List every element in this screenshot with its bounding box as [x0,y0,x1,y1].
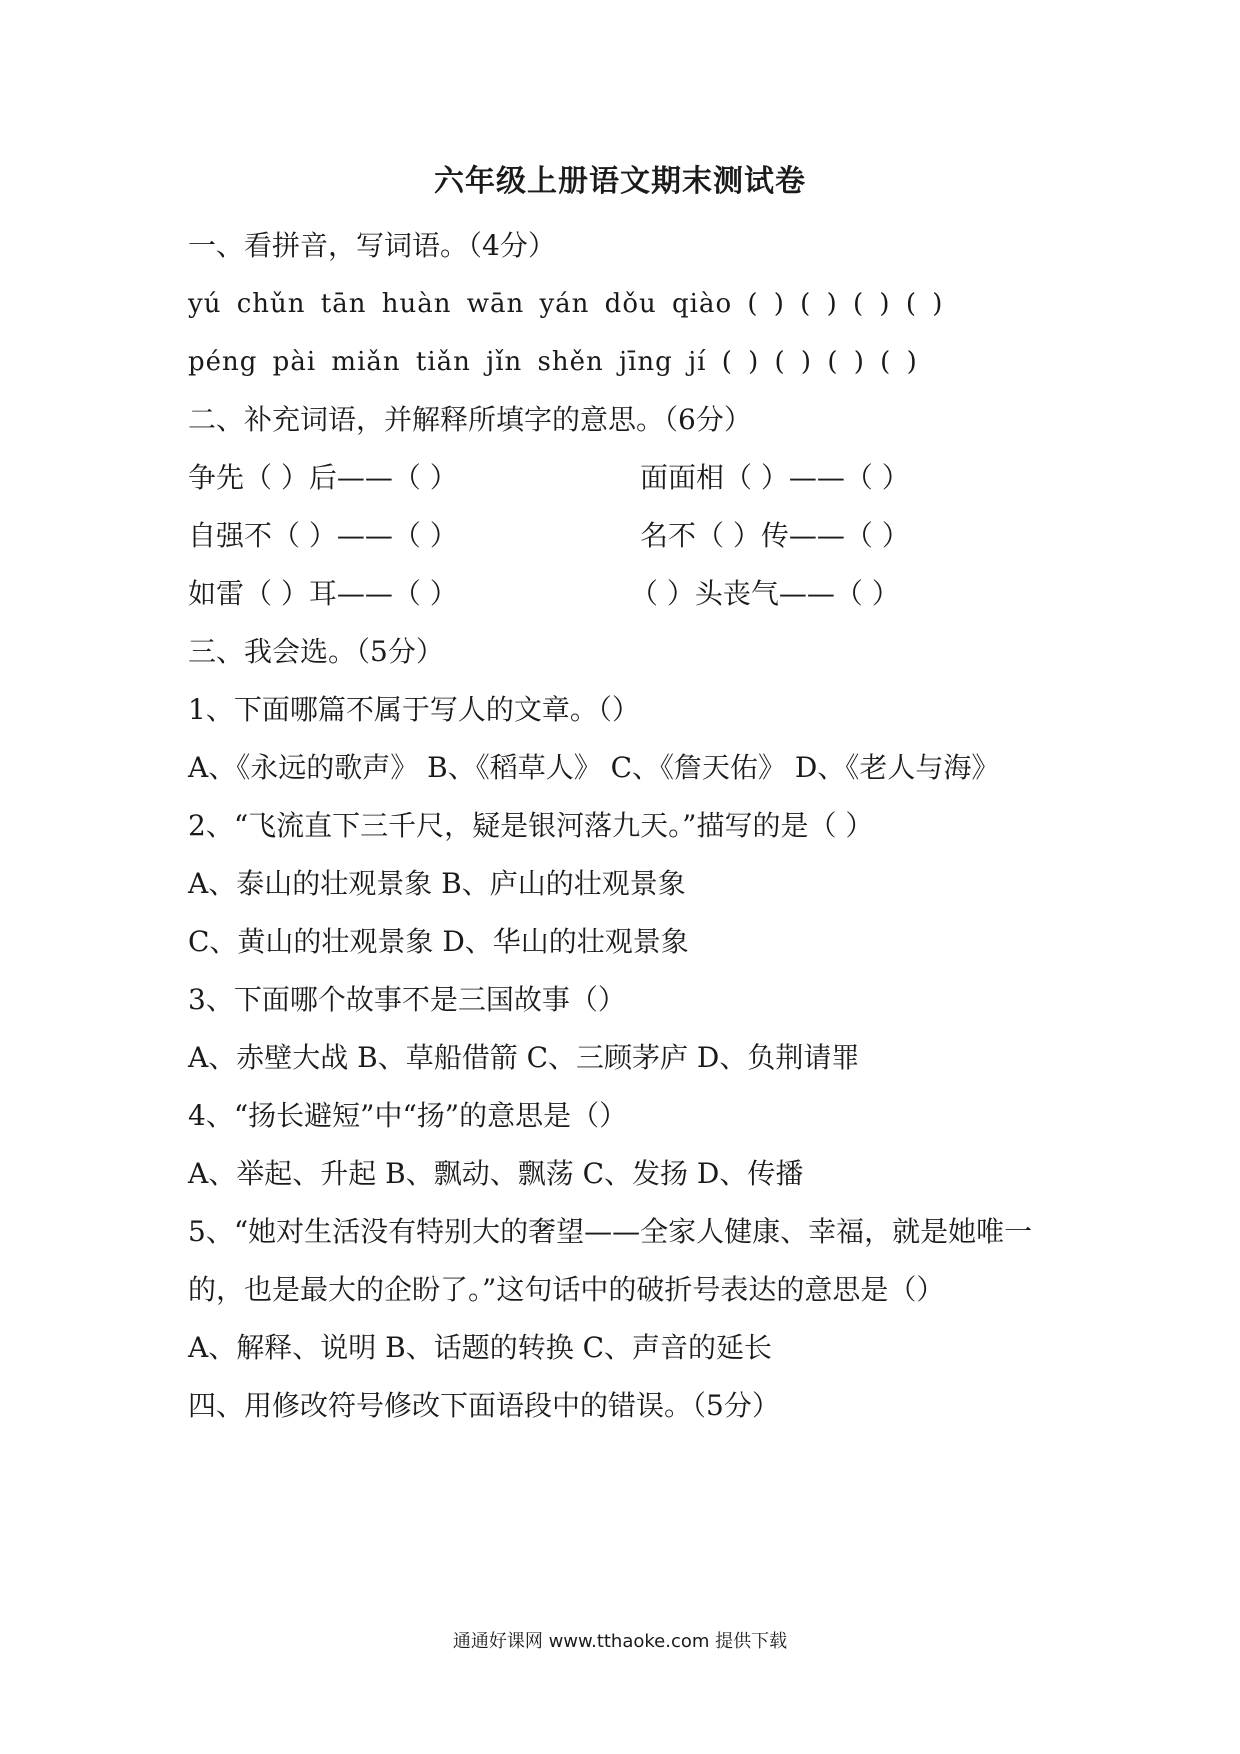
question-5-line-1: 5、“她对生活没有特别大的奢望——全家人健康、幸福，就是她唯一 [188,1215,1033,1248]
question-1: 1、下面哪篇不属于写人的文章。（） [188,693,640,726]
section4-heading: 四、用修改符号修改下面语段中的错误。（5分） [188,1389,780,1422]
question-4: 4、“扬长避短”中“扬”的意思是（） [188,1099,628,1132]
question-2-options-a: A、泰山的壮观景象 B、庐山的壮观景象 [188,867,686,900]
page-title: 六年级上册语文期末测试卷 [434,164,806,199]
idiom-row3-left: 如雷（ ）耳——（ ） [188,577,458,610]
pinyin-line-2: péng pài miǎn tiǎn jǐn shěn jīng jí ( ) ( ) ( ) ( ) [188,347,918,377]
question-4-options: A、举起、升起 B、飘动、飘荡 C、发扬 D、传播 [188,1157,804,1190]
section3-heading: 三、我会选。（5分） [188,635,444,668]
question-3: 3、下面哪个故事不是三国故事（） [188,983,626,1016]
question-5-options: A、解释、说明 B、话题的转换 C、声音的延长 [188,1331,773,1364]
pinyin-line-1: yú chǔn tān huàn wān yán dǒu qiào ( ) ( ) ( ) ( ) [188,289,944,319]
question-1-options: A、《永远的歌声》 B、《稻草人》 C、《詹天佑》 D、《老人与海》 [188,751,1000,784]
section1-heading: 一、看拼音，写词语。（4分） [188,229,556,262]
idiom-row2-left: 自强不（ ）——（ ） [188,519,458,552]
section2-heading: 二、补充词语，并解释所填字的意思。（6分） [188,403,752,436]
question-2: 2、“飞流直下三千尺，疑是银河落九天。”描写的是（ ） [188,809,874,842]
question-5-line-2: 的，也是最大的企盼了。”这句话中的破折号表达的意思是（） [188,1273,945,1306]
idiom-row2-right: 名不（ ）传——（ ） [640,519,910,552]
question-2-options-b: C、黄山的壮观景象 D、华山的壮观景象 [188,925,689,958]
question-3-options: A、赤壁大战 B、草船借箭 C、三顾茅庐 D、负荆请罪 [188,1041,860,1074]
idiom-row1-right: 面面相（ ）——（ ） [640,461,910,494]
idiom-row1-left: 争先（ ）后——（ ） [188,461,458,494]
page-footer: 通通好课网 www.tthaoke.com 提供下载 [452,1631,788,1652]
idiom-row3-right: （ ）头丧气——（ ） [630,577,900,610]
